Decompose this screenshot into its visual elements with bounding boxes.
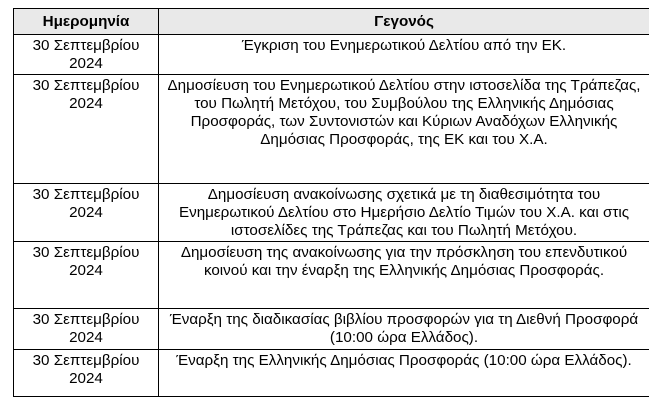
date-cell: 30 Σεπτεμβρίου 2024 bbox=[14, 350, 159, 397]
table-row bbox=[14, 309, 650, 350]
event-cell: Έναρξη της Ελληνικής Δημόσιας Προσφοράς (10:00 ώρα Ελλάδος). bbox=[159, 350, 650, 397]
header-row bbox=[14, 9, 650, 35]
table-row bbox=[14, 184, 650, 242]
table-row bbox=[14, 35, 650, 75]
date-column-header: Ημερομηνία bbox=[14, 9, 159, 35]
date-cell: 30 Σεπτεμβρίου 2024 bbox=[14, 242, 159, 309]
event-cell: Δημοσίευση της ανακοίνωσης για την πρόσκληση του επενδυτικού κοινού και την έναρξη της Ελληνικής Δημόσιας Προσφοράς. bbox=[159, 242, 650, 309]
timetable-frame bbox=[13, 8, 649, 420]
date-cell: 30 Σεπτεμβρίου 2024 bbox=[14, 309, 159, 350]
timetable bbox=[13, 8, 649, 397]
date-cell: 30 Σεπτεμβρίου 2024 bbox=[14, 75, 159, 184]
event-cell: Έγκριση του Ενημερωτικού Δελτίου από την ΕΚ. bbox=[159, 35, 650, 75]
date-cell: 30 Σεπτεμβρίου 2024 bbox=[14, 35, 159, 75]
event-column-header: Γεγονός bbox=[159, 9, 650, 35]
table-row bbox=[14, 350, 650, 397]
table-row bbox=[14, 242, 650, 309]
event-cell: Δημοσίευση ανακοίνωσης σχετικά με τη διαθεσιμότητα του Ενημερωτικού Δελτίου στο Ημερήσιο Δελτίο Τιμών του Χ.Α. και στις ιστοσελίδες της Τράπεζας και του Πωλητή Μετόχου. bbox=[159, 184, 650, 242]
event-cell: Δημοσίευση του Ενημερωτικού Δελτίου στην ιστοσελίδα της Τράπεζας, του Πωλητή Μετόχου, του Συμβούλου της Ελληνικής Δημόσιας Προσφοράς, των Συντονιστών και Κύριων Αναδόχων Ελληνικής Δημόσιας Προσφοράς, της ΕΚ και του Χ.Α. bbox=[159, 75, 650, 184]
table-row bbox=[14, 75, 650, 184]
event-cell: Έναρξη της διαδικασίας βιβλίου προσφορών για τη Διεθνή Προσφορά (10:00 ώρα Ελλάδος). bbox=[159, 309, 650, 350]
date-cell: 30 Σεπτεμβρίου 2024 bbox=[14, 184, 159, 242]
